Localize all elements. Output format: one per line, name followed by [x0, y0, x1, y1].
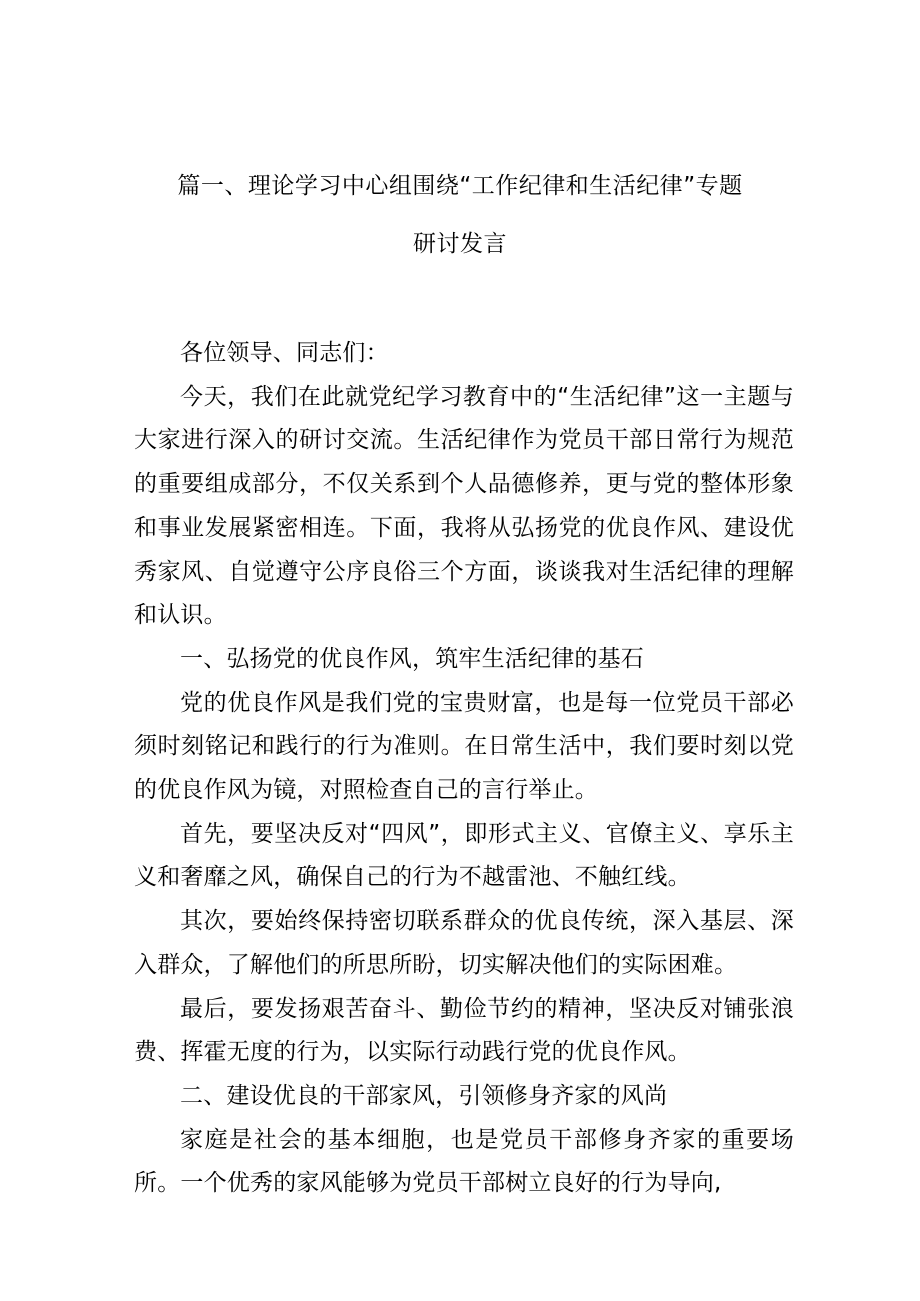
body-paragraph: 其次，要始终保持密切联系群众的优良传统，深入基层、深入群众，了解他们的所思所盼，切实解决他们的实际困难。: [134, 908, 794, 978]
section-heading-1: 一、弘扬党的优良作风，筑牢生活纪律的基石: [180, 645, 644, 672]
salutation-paragraph: 各位领导、同志们：: [180, 340, 389, 366]
section-heading-2: 二、建设优良的干部家风，引领修身齐家的风尚: [180, 1082, 668, 1109]
body-paragraph: 首先，要坚决反对“四风”，即形式主义、官僚主义、享乐主义和奢靡之风，确保自己的行为不越雷池、不触红线。: [134, 820, 794, 891]
document-body: [134, 332, 794, 1206]
intro-paragraph: 今天，我们在此就党纪学习教育中的“生活纪律”这一主题与大家进行深入的研讨交流。生活纪律作为党员干部日常行为规范的重要组成部分，不仅关系到个人品德修养，更与党的整体形象和事业发展紧密相连。下面，我将从弘扬党的优良作风、建设优秀家风、自觉遵守公序良俗三个方面，谈谈我对生活纪律的理解和认识。: [134, 383, 794, 629]
document-title-line-1: 篇一、理论学习中心组围绕“工作纪律和生活纪律”专题: [177, 173, 743, 199]
body-paragraph: 最后，要发扬艰苦奋斗、勤俭节约的精神，坚决反对铺张浪费、挥霍无度的行为，以实际行动践行党的优良作风。: [134, 995, 794, 1066]
body-paragraph: 家庭是社会的基本细胞，也是党员干部修身齐家的重要场所。一个优秀的家风能够为党员干部树立良好的行为导向,: [134, 1126, 794, 1197]
body-paragraph: 党的优良作风是我们党的宝贵财富，也是每一位党员干部必须时刻铭记和践行的行为准则。在日常生活中，我们要时刻以党的优良作风为镜，对照检查自己的言行举止。: [134, 689, 794, 804]
document-title-line-2: 研讨发言: [413, 231, 507, 257]
